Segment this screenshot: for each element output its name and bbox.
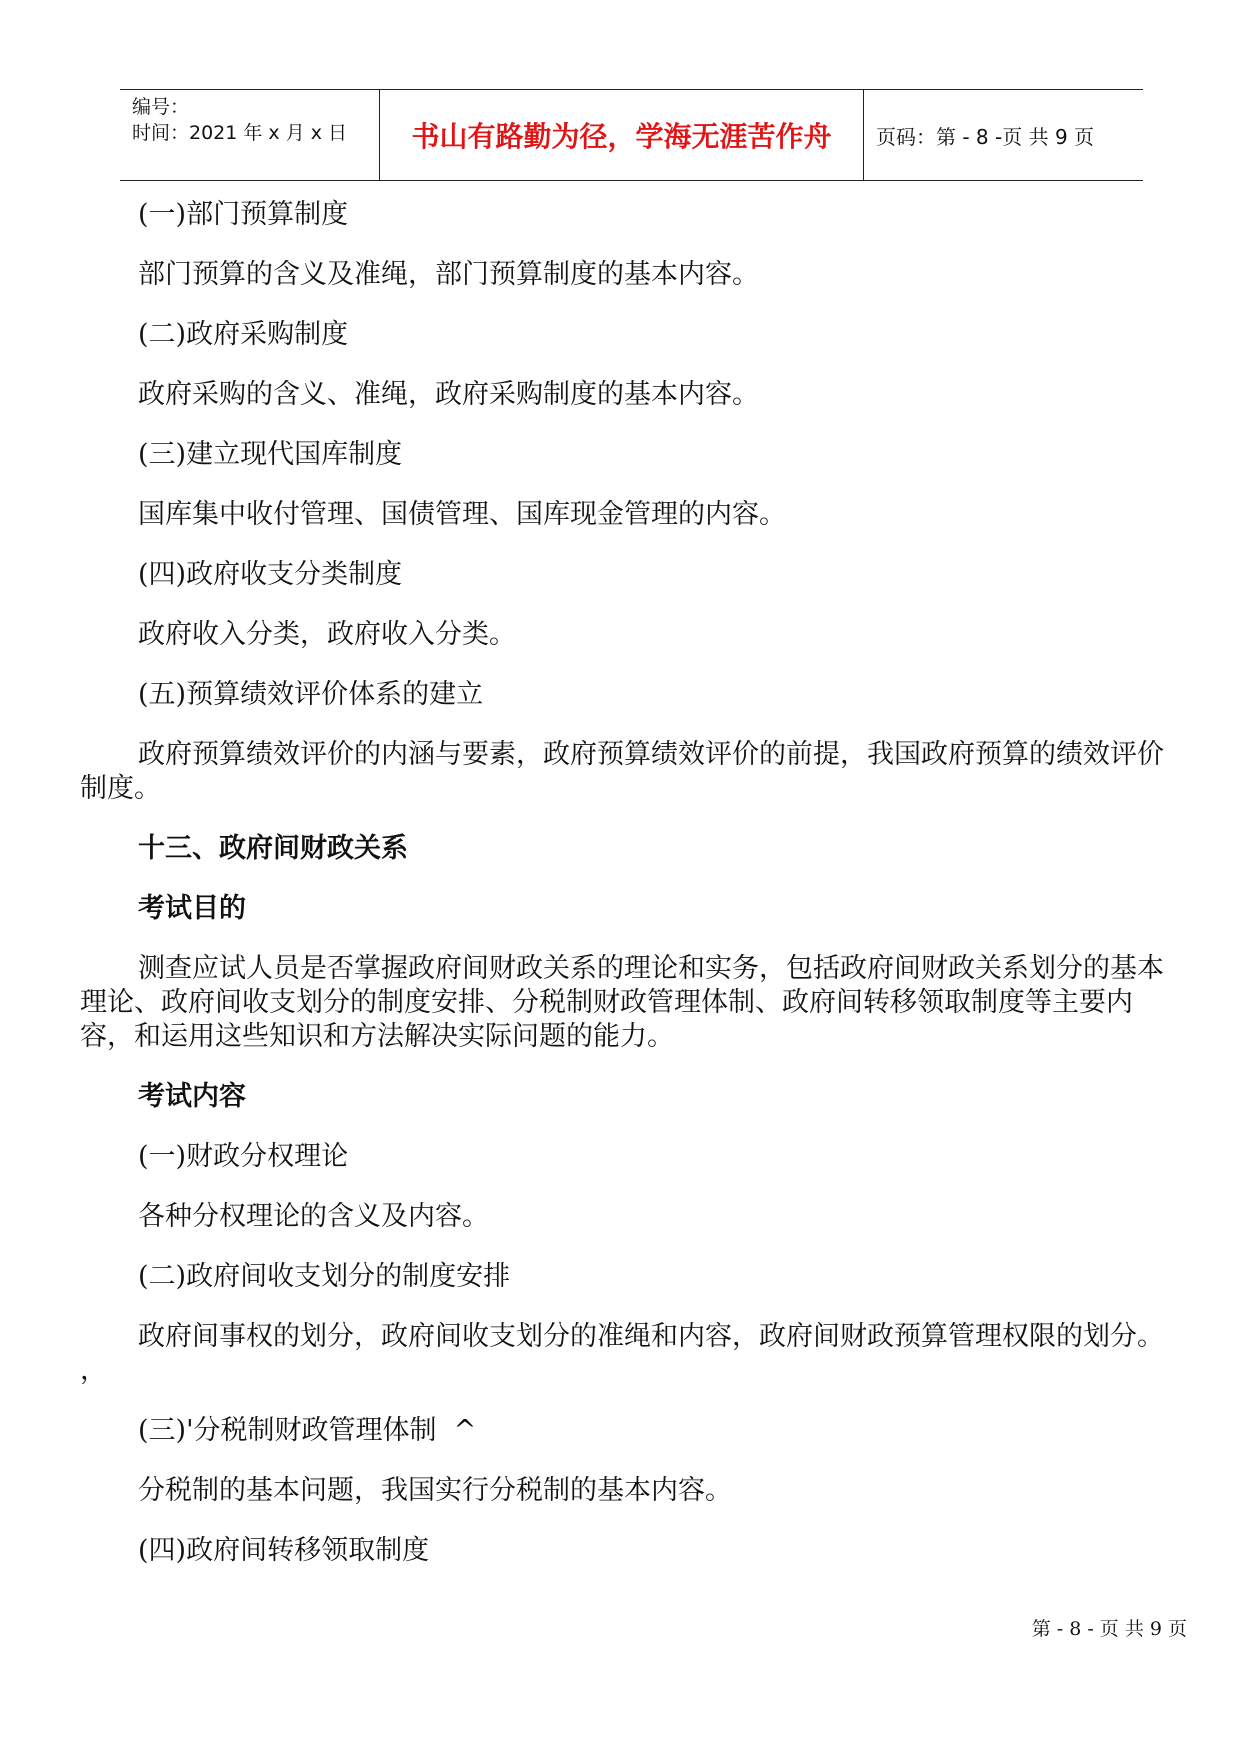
page-footer: 第 - 8 - 页 共 9 页 <box>1031 1618 1187 1640</box>
paragraph: (四)政府收支分类制度 <box>138 559 403 590</box>
paragraph: (三)建立现代国库制度 <box>138 439 403 470</box>
subsection-heading: 考试目的 <box>138 893 246 924</box>
section-heading: 十三、政府间财政关系 <box>138 833 408 864</box>
header-meta <box>120 90 380 180</box>
paragraph: (二)政府采购制度 <box>138 319 349 350</box>
paragraph: 国库集中收付管理、国债管理、国库现金管理的内容。 <box>138 499 786 530</box>
paragraph: (一)部门预算制度 <box>138 199 349 230</box>
paragraph: 测查应试人员是否掌握政府间财政关系的理论和实务，包括政府间财政关系划分的基本理论、政府间收支划分的制度安排、分税制财政管理体制、政府间转移领取制度等主要内容，和运用这些知识和方法解决实际问题的能力。 <box>80 953 1164 1052</box>
paragraph: 政府采购的含义、准绳，政府采购制度的基本内容。 <box>138 379 759 410</box>
document-body <box>80 198 1180 1594</box>
header-page-info: 页码：第 - 8 -页 共 9 页 <box>876 124 1095 149</box>
paragraph: 各种分权理论的含义及内容。 <box>138 1201 489 1232</box>
page-header <box>120 89 1143 181</box>
paragraph: 政府预算绩效评价的内涵与要素，政府预算绩效评价的前提，我国政府预算的绩效评价制度。 <box>80 739 1164 804</box>
header-motto: 书山有路勤为径，学海无涯苦作舟 <box>380 90 864 180</box>
paragraph: (五)预算绩效评价体系的建立 <box>138 679 484 710</box>
paragraph: (四)政府间转移领取制度 <box>138 1535 430 1566</box>
paragraph: 政府收入分类，政府收入分类。 <box>138 619 516 650</box>
paragraph: 分税制的基本问题，我国实行分税制的基本内容。 <box>138 1475 732 1506</box>
header-time-label: 时间：2021 年 x 月 x 日 <box>132 122 348 144</box>
paragraph: (三)'分税制财政管理体制 ^ <box>138 1415 477 1446</box>
paragraph: 政府间事权的划分，政府间收支划分的准绳和内容，政府间财政预算管理权限的划分。 ， <box>80 1321 1182 1386</box>
paragraph: (一)财政分权理论 <box>138 1141 349 1172</box>
subsection-heading: 考试内容 <box>138 1081 246 1112</box>
paragraph: 部门预算的含义及准绳，部门预算制度的基本内容。 <box>138 259 759 290</box>
paragraph: (二)政府间收支划分的制度安排 <box>138 1261 511 1292</box>
header-number-label: 编号： <box>132 96 190 118</box>
